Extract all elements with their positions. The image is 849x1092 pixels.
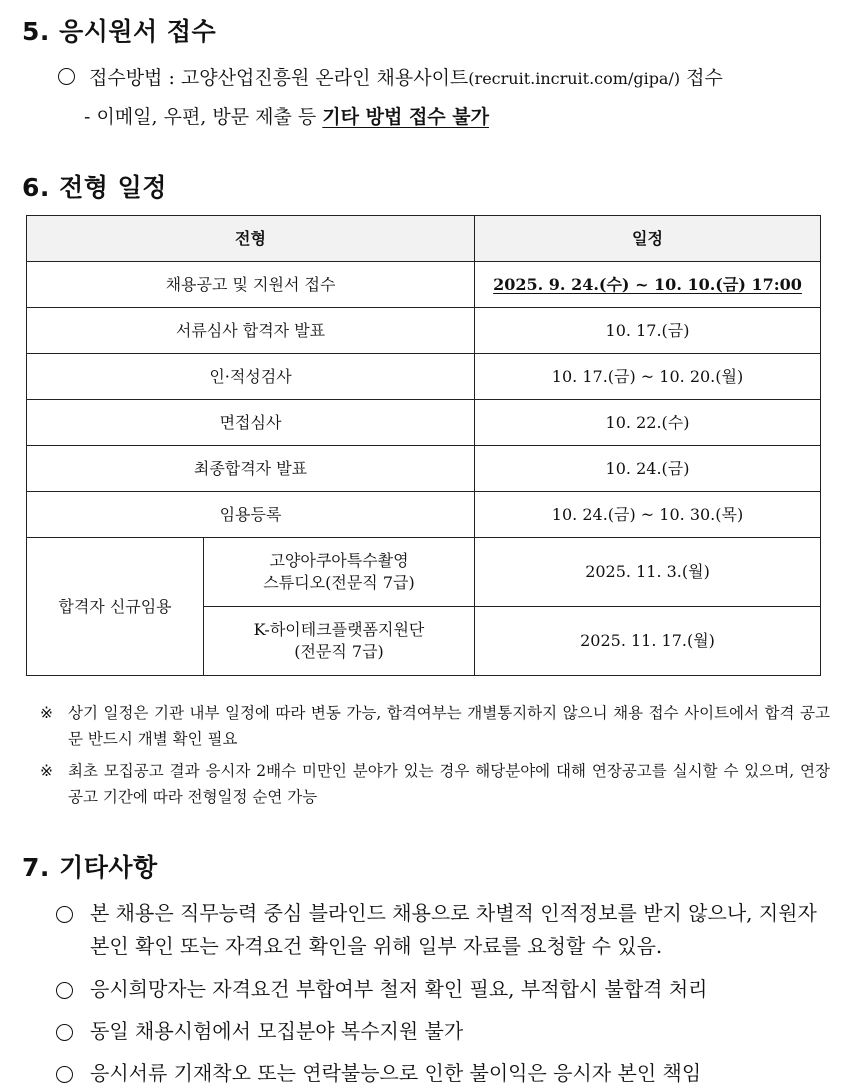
date-cell: 10. 24.(금) ~ 10. 30.(목) — [475, 492, 821, 538]
stage-cell: 최종합격자 발표 — [27, 446, 475, 492]
date-cell: 10. 17.(금) ~ 10. 20.(월) — [475, 354, 821, 400]
sub-stage-line2: 스튜디오(전문직 7급) — [263, 573, 415, 592]
method-url: (recruit.incruit.com/gipa/) — [468, 69, 681, 88]
section-7-title: 7. 기타사항 — [22, 853, 158, 882]
note-prefix: - 이메일, 우편, 방문 제출 등 — [84, 106, 317, 128]
stage-cell: 서류심사 합격자 발표 — [27, 308, 475, 354]
table-row — [27, 400, 821, 446]
table-header-row — [27, 216, 821, 262]
section-5-title: 5. 응시원서 접수 — [22, 17, 217, 46]
date-cell: 10. 24.(금) — [475, 446, 821, 492]
method-label: 접수방법 : 고양산업진흥원 온라인 채용사이트 — [89, 67, 469, 89]
stage-cell: 임용등록 — [27, 492, 475, 538]
appointment-label-cell: 합격자 신규임용 — [27, 538, 204, 676]
list-item-text: 동일 채용시험에서 모집분야 복수지원 불가 — [90, 1019, 464, 1043]
header-stage: 전형 — [27, 216, 475, 262]
header-date: 일정 — [475, 216, 821, 262]
schedule-note — [40, 758, 830, 810]
date-cell: 2025. 11. 17.(월) — [475, 607, 821, 676]
schedule-note — [40, 700, 830, 752]
table-row — [27, 492, 821, 538]
note-text: 최초 모집공고 결과 응시자 2배수 미만인 분야가 있는 경우 해당분야에 대해 연장공고를 실시할 수 있으며, 연장공고 기간에 따라 전형일정 순연 가능 — [68, 762, 830, 806]
table-row — [27, 262, 821, 308]
list-item-text: 본 채용은 직무능력 중심 블라인드 채용으로 차별적 인적정보를 받지 않으나, 지원자 본인 확인 또는 자격요건 확인을 위해 일부 자료를 요청할 수 있음. — [90, 901, 817, 958]
method-suffix: 접수 — [686, 67, 723, 89]
note-bold: 기타 방법 접수 불가 — [322, 106, 489, 128]
table-row — [27, 538, 821, 607]
application-method-line — [58, 63, 723, 90]
date-cell: 10. 22.(수) — [475, 400, 821, 446]
schedule-table — [26, 215, 821, 676]
note-text: 상기 일정은 기관 내부 일정에 따라 변동 가능, 합격여부는 개별통지하지 않으니 채용 접수 사이트에서 합격 공고문 반드시 개별 확인 필요 — [68, 704, 830, 748]
list-item — [56, 973, 836, 1006]
stage-cell: 인·적성검사 — [27, 354, 475, 400]
section-6-title: 6. 전형 일정 — [22, 173, 167, 202]
sub-stage-cell — [204, 538, 475, 607]
list-item-text: 응시희망자는 자격요건 부합여부 철저 확인 필요, 부적합시 불합격 처리 — [90, 977, 708, 1001]
date-cell: 2025. 11. 3.(월) — [475, 538, 821, 607]
note-mark: ※ — [40, 704, 53, 722]
list-item-text: 응시서류 기재착오 또는 연락불능으로 인한 불이익은 응시자 본인 책임 — [90, 1061, 702, 1085]
sub-stage-line1: 고양아쿠아특수촬영 — [269, 551, 409, 570]
circle-bullet-icon — [58, 68, 75, 85]
circle-bullet-icon — [56, 1024, 73, 1041]
circle-bullet-icon — [56, 906, 73, 923]
sub-stage-cell — [204, 607, 475, 676]
date-cell: 10. 17.(금) — [475, 308, 821, 354]
list-item — [56, 1015, 836, 1048]
highlight-date: 2025. 9. 24.(수) ~ 10. 10.(금) 17:00 — [493, 274, 802, 294]
circle-bullet-icon — [56, 982, 73, 999]
sub-stage-line2: (전문직 7급) — [294, 642, 384, 661]
application-note-line — [84, 102, 489, 129]
list-item — [56, 1057, 836, 1090]
sub-stage-line1: K-하이테크플랫폼지원단 — [253, 620, 425, 639]
table-row — [27, 308, 821, 354]
stage-cell: 채용공고 및 지원서 접수 — [27, 262, 475, 308]
date-cell — [475, 262, 821, 308]
table-row — [27, 354, 821, 400]
circle-bullet-icon — [56, 1066, 73, 1083]
stage-cell: 면접심사 — [27, 400, 475, 446]
note-mark: ※ — [40, 762, 53, 780]
list-item — [56, 897, 836, 963]
table-row — [27, 446, 821, 492]
